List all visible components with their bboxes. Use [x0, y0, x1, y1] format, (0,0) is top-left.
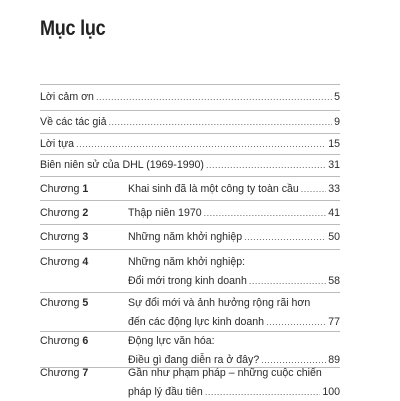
- toc-entry-page: 33: [328, 180, 340, 199]
- divider: [40, 292, 340, 293]
- dot-leader: [109, 113, 333, 132]
- chapter-number: 2: [82, 207, 88, 219]
- chapter-label: [40, 294, 88, 313]
- chapter-word: Chương: [40, 207, 79, 219]
- chapter-number: 4: [82, 256, 88, 268]
- divider: [40, 200, 340, 201]
- page-title: Mục lục: [40, 17, 105, 41]
- toc-entry-page: 50: [328, 228, 340, 247]
- dot-leader: [249, 272, 326, 291]
- divider: [40, 133, 340, 134]
- chapter-label: [40, 180, 88, 199]
- chapter-title: Khai sinh đã là một công ty toàn cầu: [128, 180, 299, 199]
- dot-leader: [244, 228, 326, 247]
- chapter-word: Chương: [40, 367, 79, 379]
- toc-entry-page: 58: [328, 272, 340, 291]
- chapter-word: Chương: [40, 256, 79, 268]
- toc-entry-label: Biên niên sử của DHL (1969-1990): [40, 156, 204, 175]
- toc-entry-authors[interactable]: [40, 113, 340, 132]
- dot-leader: [205, 383, 321, 401]
- chapter-number: 6: [82, 335, 88, 347]
- divider: [40, 154, 340, 155]
- chapter-title: Động lực văn hóa:: [128, 332, 340, 351]
- toc-entry-label: Về các tác giả: [40, 113, 107, 132]
- divider: [40, 176, 340, 177]
- chapter-word: Chương: [40, 335, 79, 347]
- chapter-word: Chương: [40, 183, 79, 195]
- toc-entry-page: 41: [328, 204, 340, 223]
- dot-leader: [206, 156, 326, 175]
- toc-entry-acknowledgements[interactable]: [40, 88, 340, 107]
- toc-entry-chronicle[interactable]: [40, 156, 340, 175]
- chapter-label: [40, 332, 88, 351]
- dot-leader: [96, 88, 332, 107]
- divider: [40, 249, 340, 250]
- chapter-label: [40, 364, 88, 383]
- chapter-label: [40, 253, 88, 272]
- chapter-title-cont: pháp lý đầu tiên: [128, 383, 203, 401]
- toc-entry-label: Lời tựa: [40, 135, 74, 154]
- chapter-title: Gần như phạm pháp – những cuộc chiến: [128, 364, 340, 383]
- chapter-number: 3: [82, 231, 88, 243]
- chapter-word: Chương: [40, 231, 79, 243]
- chapter-label: [40, 204, 88, 223]
- chapter-number: 1: [82, 183, 88, 195]
- toc-entry-page: 100: [322, 383, 340, 401]
- toc-entry-page: 15: [328, 135, 340, 154]
- dot-leader: [301, 180, 326, 199]
- chapter-number: 5: [82, 297, 88, 309]
- toc-entry-label: Lời cảm ơn: [40, 88, 94, 107]
- toc-entry-page: 31: [328, 156, 340, 175]
- chapter-title-cont: đến các động lực kinh doanh: [128, 313, 264, 332]
- chapter-title-cont: Điều gì đang diễn ra ở đây?: [128, 351, 259, 370]
- chapter-title: Những năm khởi nghiệp:: [128, 253, 340, 272]
- divider: [40, 224, 340, 225]
- toc-entry-page: 77: [328, 313, 340, 332]
- chapter-title: Những năm khởi nghiệp: [128, 228, 242, 247]
- dot-leader: [204, 204, 327, 223]
- toc-entry-page: 89: [328, 351, 340, 370]
- toc-entry-page: 9: [334, 113, 340, 132]
- chapter-title-cont: Đổi mới trong kinh doanh: [128, 272, 247, 291]
- chapter-label: [40, 228, 88, 247]
- divider: [40, 84, 340, 85]
- dot-leader: [266, 313, 326, 332]
- chapter-number: 7: [82, 367, 88, 379]
- divider: [40, 110, 340, 111]
- chapter-title: Thập niên 1970: [128, 204, 202, 223]
- chapter-word: Chương: [40, 297, 79, 309]
- chapter-title: Sự đổi mới và ảnh hưởng rộng rãi hơn: [128, 294, 340, 313]
- dot-leader: [76, 135, 326, 154]
- toc-entry-foreword[interactable]: [40, 135, 340, 154]
- toc-entry-page: 5: [334, 88, 340, 107]
